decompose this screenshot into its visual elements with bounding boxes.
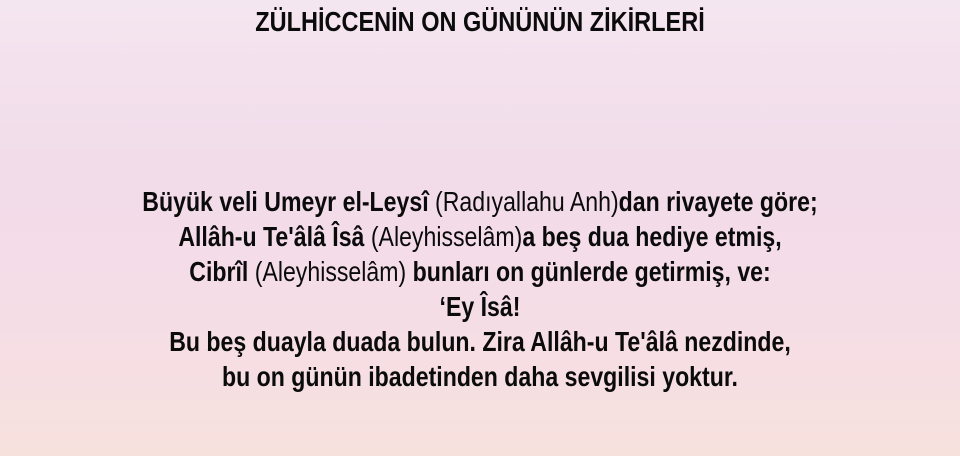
regular-text-segment: (Aleyhisselâm) [254, 256, 413, 287]
page-title: ZÜLHİCCENİN ON GÜNÜNÜN ZİKİRLERİ [255, 6, 705, 37]
text-line [77, 219, 883, 254]
bold-text-segment: ‘Ey Îsâ! [439, 291, 521, 322]
text-line [77, 289, 883, 324]
bold-text-segment: Bu beş duayla duada bulun. Zira Allâh-u Te'âlâ nezdinde, [169, 326, 791, 357]
bold-text-segment: a beş dua hediye etmiş, [522, 221, 782, 252]
bold-text-segment: bu on günün ibadetinden daha sevgilisi yoktur. [222, 361, 738, 392]
text-line [77, 254, 883, 289]
bold-text-segment: bunları on günlerde getirmiş, ve: [412, 256, 771, 287]
text-line [77, 359, 883, 394]
text-line [77, 184, 883, 219]
text-line [77, 324, 883, 359]
bold-text-segment: Allâh-u Te'âlâ Îsâ [178, 221, 371, 252]
regular-text-segment: (Aleyhisselâm) [370, 221, 523, 252]
regular-text-segment: (Radıyallahu Anh) [435, 186, 619, 217]
bold-text-segment: Cibrîl [189, 256, 255, 287]
body-text [0, 184, 960, 394]
bold-text-segment: Büyük veli Umeyr el-Leysî [142, 186, 436, 217]
bold-text-segment: dan rivayete göre; [618, 186, 818, 217]
